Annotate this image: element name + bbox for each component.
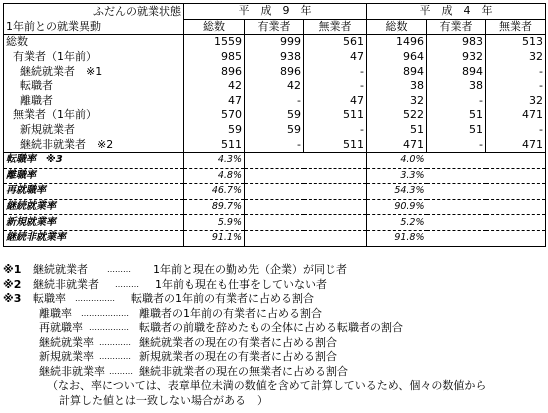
rate-value-h9: 4.8% [184, 168, 245, 184]
cell: 47 [304, 94, 367, 109]
year-h4-header: 平 成 4 年 [367, 4, 546, 20]
cell: - [486, 123, 546, 138]
note-desc: 1年前も現在も仕事をしていない者 [155, 277, 327, 291]
cell: 51 [427, 108, 486, 123]
note-desc: 離職者の1年前の有業者に占める割合 [139, 306, 322, 320]
note-dots: …………… [75, 294, 115, 303]
table-row [4, 35, 546, 50]
note-dots: ……… [115, 279, 139, 289]
cell: - [427, 137, 486, 152]
note-row [3, 321, 545, 336]
row-label: 無業者（1年前） [4, 108, 184, 123]
note-desc: 継続非就業者の現在の無業者に占める割合 [139, 364, 348, 378]
cell: 471 [367, 137, 427, 152]
note-desc: 1年前と現在の勤め先（企業）が同じ者 [153, 263, 347, 276]
rate-row [4, 152, 546, 168]
rate-value-h4: 5.2% [367, 215, 427, 231]
cell: 896 [245, 64, 304, 79]
cell: 932 [427, 50, 486, 65]
table-row [4, 123, 546, 138]
rate-value-h9: 4.3% [184, 152, 245, 168]
note-row [3, 365, 545, 380]
cell: - [486, 79, 546, 94]
note-desc: 継続就業者の現在の有業者に占める割合 [139, 335, 337, 349]
col-unemployed-h4: 無業者 [486, 19, 546, 35]
note-term: 継続就業率 [39, 335, 94, 349]
row-label: 転職者 [4, 79, 184, 94]
cell: 1559 [184, 35, 245, 50]
cell: 896 [184, 64, 245, 79]
cell: 32 [367, 94, 427, 109]
cell: 938 [245, 50, 304, 65]
note-desc: 転職者の1年前の有業者に占める割合 [131, 292, 314, 305]
row-label: 離職者 [4, 94, 184, 109]
cell: 47 [304, 50, 367, 65]
cell: 999 [245, 35, 304, 50]
cell: 511 [184, 137, 245, 152]
rate-row [4, 184, 546, 200]
notes-section [3, 263, 545, 408]
note-row [3, 307, 545, 322]
cell: 42 [245, 79, 304, 94]
note-dots: ………… [99, 352, 131, 361]
cell: 511 [304, 108, 367, 123]
cell: 471 [486, 137, 546, 152]
note-dots: ……… [107, 265, 131, 274]
cell: 51 [427, 123, 486, 138]
table-row [4, 94, 546, 109]
rate-value-h4: 3.3% [367, 168, 427, 184]
table-row [4, 108, 546, 123]
note-row [3, 379, 545, 394]
note-term: 新規就業率 [39, 350, 94, 363]
cell: 471 [486, 108, 546, 123]
cell: - [427, 94, 486, 109]
note-mark: ※1 [3, 263, 22, 276]
note-row [3, 278, 545, 293]
cell: 59 [245, 123, 304, 138]
note-desc: 新規就業者の現在の有業者に占める割合 [139, 350, 337, 363]
cell: 1496 [367, 35, 427, 50]
rate-value-h9: 91.1% [184, 230, 245, 246]
cell: 511 [304, 137, 367, 152]
cell: 38 [367, 79, 427, 94]
rate-row [4, 230, 546, 246]
row-label: 継続非就業者 ※2 [4, 137, 184, 152]
year-h9-header: 平 成 9 年 [184, 4, 367, 20]
col-total-h4: 総数 [367, 19, 427, 35]
note-row [3, 336, 545, 351]
cell: - [245, 137, 304, 152]
rate-label: 転職率 ※3 [4, 152, 184, 168]
cell: - [304, 64, 367, 79]
cell: 32 [486, 94, 546, 109]
table-row [4, 137, 546, 152]
note-row [3, 394, 545, 409]
cell: - [245, 94, 304, 109]
row-label: 総数 [4, 35, 184, 50]
cell: 32 [486, 50, 546, 65]
cell: 894 [367, 64, 427, 79]
cell: 513 [486, 35, 546, 50]
note-row [3, 263, 545, 278]
rate-label: 継続非就業率 [4, 230, 184, 246]
note-dots: ……… [109, 366, 133, 376]
change-header: 1年前との就業異動 [4, 19, 184, 35]
cell: 59 [245, 108, 304, 123]
rate-label: 離職率 [4, 168, 184, 184]
rate-row [4, 215, 546, 231]
note-desc: 転職者の前職を辞めたもの全体に占める転職者の割合 [139, 321, 403, 334]
cell: - [486, 64, 546, 79]
cell: - [304, 123, 367, 138]
rate-label: 継続就業率 [4, 199, 184, 215]
usual-status-header: ふだんの就業状態 [4, 4, 184, 20]
rate-row [4, 199, 546, 215]
rate-value-h4: 91.8% [367, 230, 427, 246]
col-unemployed-h9: 無業者 [304, 19, 367, 35]
rate-value-h4: 90.9% [367, 199, 427, 215]
cell: 985 [184, 50, 245, 65]
footnote-line-2: 計算した値とは一致しない場合がある ） [59, 393, 268, 407]
cell: 983 [427, 35, 486, 50]
note-term: 離職率 [39, 306, 72, 320]
cell: 38 [427, 79, 486, 94]
row-label: 継続就業者 ※1 [4, 64, 184, 79]
cell: 42 [184, 79, 245, 94]
note-dots: ……………… [81, 308, 129, 318]
cell: - [304, 79, 367, 94]
table-row [4, 64, 546, 79]
footnote-line-1: （なお、率については、表章単位未満の数値を含めて計算しているため、個々の数値から [47, 379, 487, 392]
rate-label: 再就職率 [4, 184, 184, 200]
col-employed-h4: 有業者 [427, 19, 486, 35]
note-term: 継続非就業者 [33, 277, 99, 291]
note-dots: …………… [89, 323, 129, 332]
cell: 561 [304, 35, 367, 50]
note-mark: ※3 [3, 292, 22, 305]
cell: 964 [367, 50, 427, 65]
cell: 522 [367, 108, 427, 123]
rate-value-h9: 46.7% [184, 184, 245, 200]
rate-row [4, 168, 546, 184]
col-employed-h9: 有業者 [245, 19, 304, 35]
rate-label: 新規就業率 [4, 215, 184, 231]
rate-value-h9: 89.7% [184, 199, 245, 215]
cell: 59 [184, 123, 245, 138]
note-dots: ………… [99, 337, 131, 347]
row-label: 有業者（1年前） [4, 50, 184, 65]
row-label: 新規就業者 [4, 123, 184, 138]
note-term: 継続非就業率 [39, 364, 105, 378]
note-row [3, 350, 545, 365]
employment-status-table [3, 3, 546, 247]
table-row [4, 79, 546, 94]
rate-value-h4: 54.3% [367, 184, 427, 200]
cell: 51 [367, 123, 427, 138]
col-total-h9: 総数 [184, 19, 245, 35]
rate-value-h4: 4.0% [367, 152, 427, 168]
note-term: 再就職率 [39, 321, 83, 334]
cell: 894 [427, 64, 486, 79]
note-mark: ※2 [3, 277, 22, 291]
rate-value-h9: 5.9% [184, 215, 245, 231]
cell: 570 [184, 108, 245, 123]
note-term: 転職率 [33, 292, 66, 305]
note-row [3, 292, 545, 307]
note-term: 継続就業者 [33, 263, 88, 276]
table-row [4, 50, 546, 65]
cell: 47 [184, 94, 245, 109]
